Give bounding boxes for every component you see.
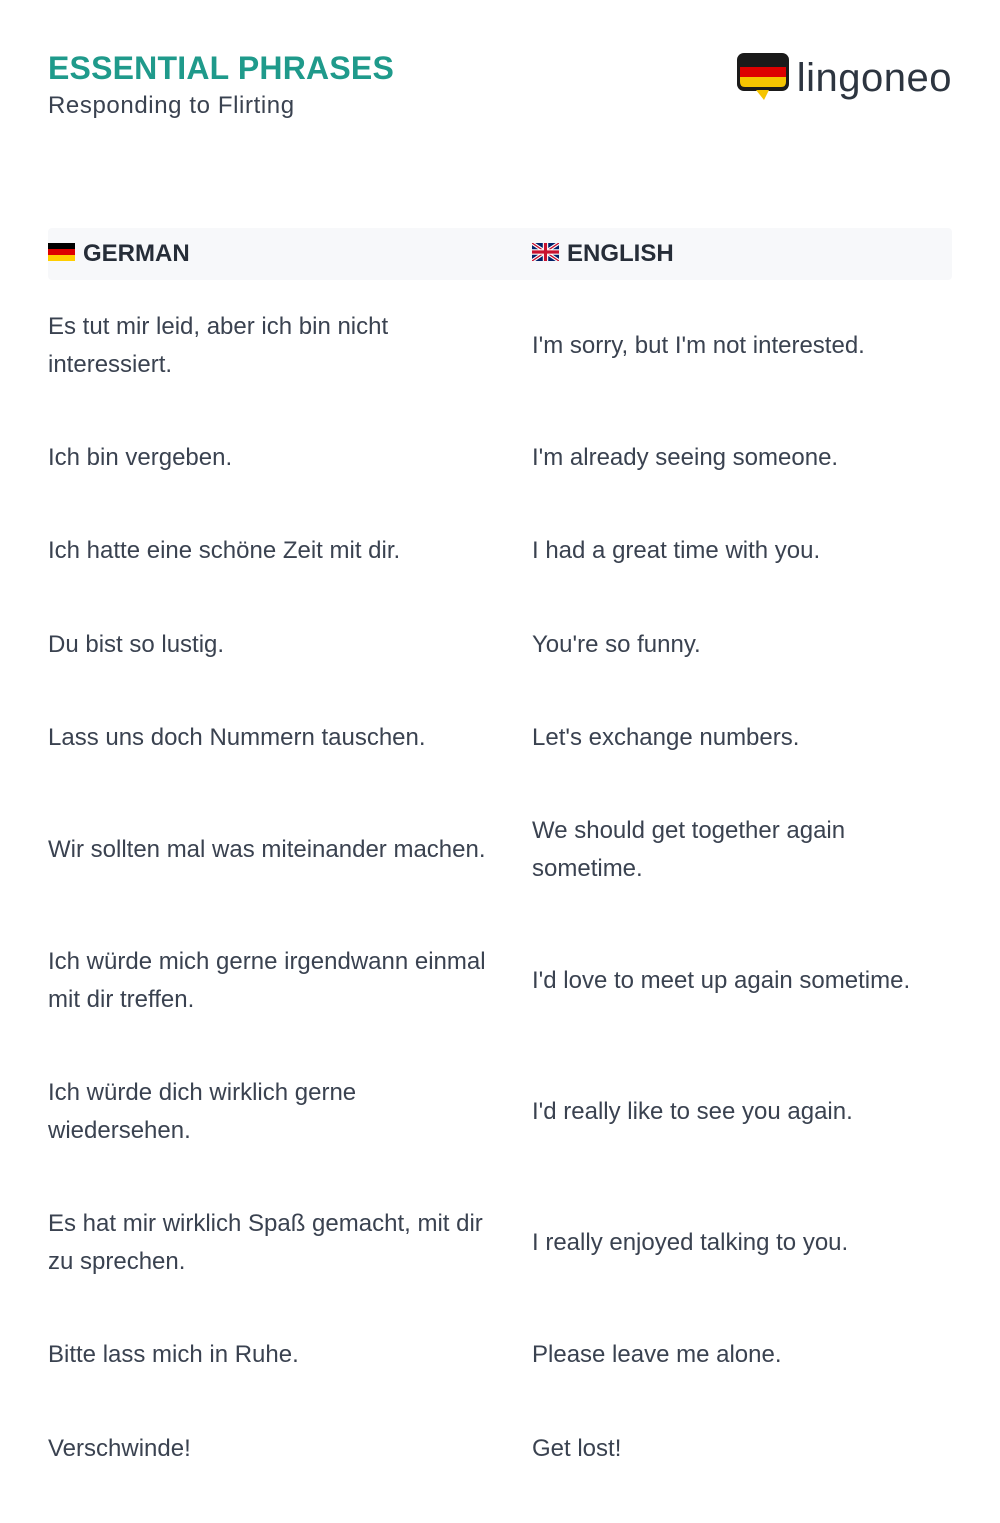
- table-row: [48, 304, 952, 388]
- english-phrase: Get lost!: [532, 1435, 622, 1462]
- german-phrase: Du bist so lustig.: [48, 631, 225, 658]
- english-phrase: I had a great time with you.: [532, 537, 821, 564]
- english-phrase: I really enjoyed talking to you.: [532, 1229, 849, 1256]
- table-header: [48, 228, 952, 280]
- german-phrase: Wir sollten mal was miteinander machen.: [48, 836, 486, 863]
- english-phrase: I'm already seeing someone.: [532, 444, 839, 471]
- english-phrase: Let's exchange numbers.: [532, 724, 800, 751]
- german-phrase: Verschwinde!: [48, 1435, 191, 1462]
- table-row: [48, 1336, 952, 1374]
- page-header: [48, 48, 952, 128]
- german-phrase: Lass uns doch Nummern tauschen.: [48, 724, 426, 751]
- table-row: [48, 439, 952, 477]
- german-phrase: Es tut mir leid, aber ich bin nicht interessiert.: [48, 313, 389, 378]
- table-row: [48, 943, 952, 1019]
- phrase-table: [48, 228, 952, 1462]
- english-phrase: Please leave me alone.: [532, 1341, 782, 1368]
- page-eyebrow: ESSENTIAL PHRASES: [48, 50, 394, 86]
- german-phrase: Ich bin vergeben.: [48, 444, 233, 471]
- table-row: [48, 532, 952, 570]
- table-row: [48, 1430, 952, 1468]
- german-phrase: Ich hatte eine schöne Zeit mit dir.: [48, 537, 401, 564]
- english-phrase: I'd really like to see you again.: [532, 1098, 853, 1125]
- english-phrase: We should get together again sometime.: [532, 817, 846, 882]
- table-row: [48, 1205, 952, 1281]
- brand-name: lingoneo: [796, 56, 952, 100]
- german-phrase: Ich würde dich wirklich gerne wiedersehen.: [48, 1079, 357, 1144]
- column-header-german: [48, 228, 190, 280]
- table-row: [48, 626, 952, 664]
- table-row: [48, 1074, 952, 1150]
- german-flag-speech-bubble-icon: [735, 51, 791, 106]
- column-header-label: GERMAN: [83, 240, 190, 267]
- german-phrase: Es hat mir wirklich Spaß gemacht, mit dir zu sprechen.: [48, 1210, 483, 1275]
- german-phrase: Bitte lass mich in Ruhe.: [48, 1341, 299, 1368]
- table-row: [48, 719, 952, 757]
- german-flag-icon: [48, 240, 75, 268]
- column-header-english: [532, 228, 674, 280]
- page-subtitle: Responding to Flirting: [48, 92, 295, 119]
- english-phrase: I'm sorry, but I'm not interested.: [532, 332, 865, 359]
- german-phrase: Ich würde mich gerne irgendwann einmal mit dir treffen.: [48, 948, 486, 1013]
- brand-logo[interactable]: [735, 50, 952, 106]
- table-row: [48, 812, 952, 888]
- uk-flag-icon: [532, 240, 559, 268]
- english-phrase: You're so funny.: [532, 631, 701, 658]
- column-header-label: ENGLISH: [567, 240, 674, 267]
- english-phrase: I'd love to meet up again sometime.: [532, 967, 911, 994]
